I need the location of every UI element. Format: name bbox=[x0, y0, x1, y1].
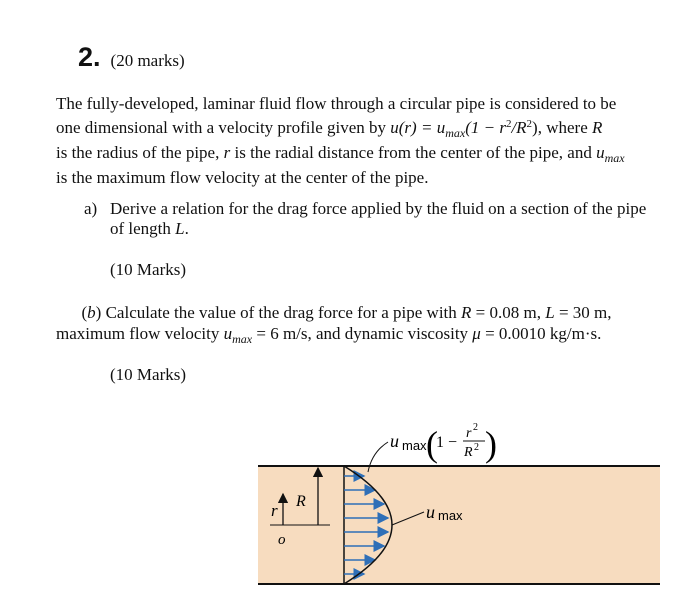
intro-text: is the radius of the pipe, bbox=[56, 143, 224, 162]
math-L: L bbox=[175, 219, 185, 238]
formula-left-paren: ( bbox=[426, 424, 438, 464]
math-u: u bbox=[223, 324, 233, 343]
question-marks: (20 marks) bbox=[110, 51, 185, 70]
intro-text: is the radial distance from the center of the pipe, and bbox=[230, 143, 597, 162]
math-mu: μ bbox=[472, 324, 481, 343]
formula-den: R bbox=[464, 445, 473, 460]
math-sup: 2 bbox=[505, 118, 512, 130]
part-a-text-run: . bbox=[184, 219, 189, 238]
part-b-label: b bbox=[87, 303, 96, 322]
part-b-text: = 0.0010 kg/m·s. bbox=[480, 324, 602, 343]
math-r: r bbox=[223, 143, 231, 162]
math-u: u bbox=[596, 143, 605, 162]
question-number: 2. bbox=[78, 42, 101, 72]
math-R: R bbox=[461, 303, 472, 322]
umax-sub: max bbox=[438, 508, 463, 523]
part-b-text: = 6 m/s, and dynamic viscosity bbox=[252, 324, 473, 343]
math-R: R bbox=[592, 118, 603, 137]
part-b-label: ( bbox=[81, 303, 88, 322]
formula-num: r bbox=[466, 426, 472, 441]
math-sub-max: max bbox=[445, 126, 466, 140]
formula-den-sq: 2 bbox=[474, 442, 479, 453]
math-r: (r) = bbox=[398, 118, 437, 137]
part-b-marks: (10 Marks) bbox=[110, 365, 187, 384]
r-label: r bbox=[271, 501, 278, 520]
math-sup: 2 bbox=[526, 118, 533, 130]
math-sub-max: max bbox=[232, 332, 253, 346]
R-label: R bbox=[296, 493, 306, 510]
formula-sub-max: max bbox=[402, 438, 427, 453]
part-a-text-run: of length bbox=[110, 219, 176, 238]
part-b-text: maximum flow velocity bbox=[56, 324, 224, 343]
math-slash: /R bbox=[511, 118, 527, 137]
umax-u: u bbox=[426, 502, 435, 522]
math-umax: u bbox=[436, 118, 446, 137]
formula-num-sq: 2 bbox=[473, 422, 478, 433]
formula-right-paren: ) bbox=[485, 424, 497, 464]
part-b-text: = 30 m, bbox=[554, 303, 612, 322]
math-sub-max: max bbox=[604, 151, 625, 165]
part-b-label: ) bbox=[95, 303, 102, 322]
part-a-line-1: Derive a relation for the drag force applied by the fluid on a section of the pipe bbox=[110, 199, 647, 218]
formula-u: u bbox=[390, 431, 399, 451]
intro-text: one dimensional with a velocity profile given by bbox=[56, 118, 391, 137]
intro-text: ), where bbox=[532, 118, 592, 137]
part-a-marks: (10 Marks) bbox=[110, 260, 187, 279]
math-L: L bbox=[545, 303, 555, 322]
math-paren: (1 − r bbox=[465, 118, 506, 137]
part-a-label: a) bbox=[84, 199, 98, 218]
part-b-text: Calculate the value of the drag force for a pipe with bbox=[101, 303, 462, 322]
intro-text: is the maximum flow velocity at the center of the pipe. bbox=[56, 168, 429, 187]
math-u: u bbox=[390, 118, 399, 137]
formula-one-minus: 1 − bbox=[436, 434, 458, 451]
part-b-text: = 0.08 m, bbox=[471, 303, 546, 322]
intro-text: The fully-developed, laminar fluid flow through a circular pipe is considered to be bbox=[56, 94, 617, 113]
origin-label: o bbox=[278, 532, 286, 548]
